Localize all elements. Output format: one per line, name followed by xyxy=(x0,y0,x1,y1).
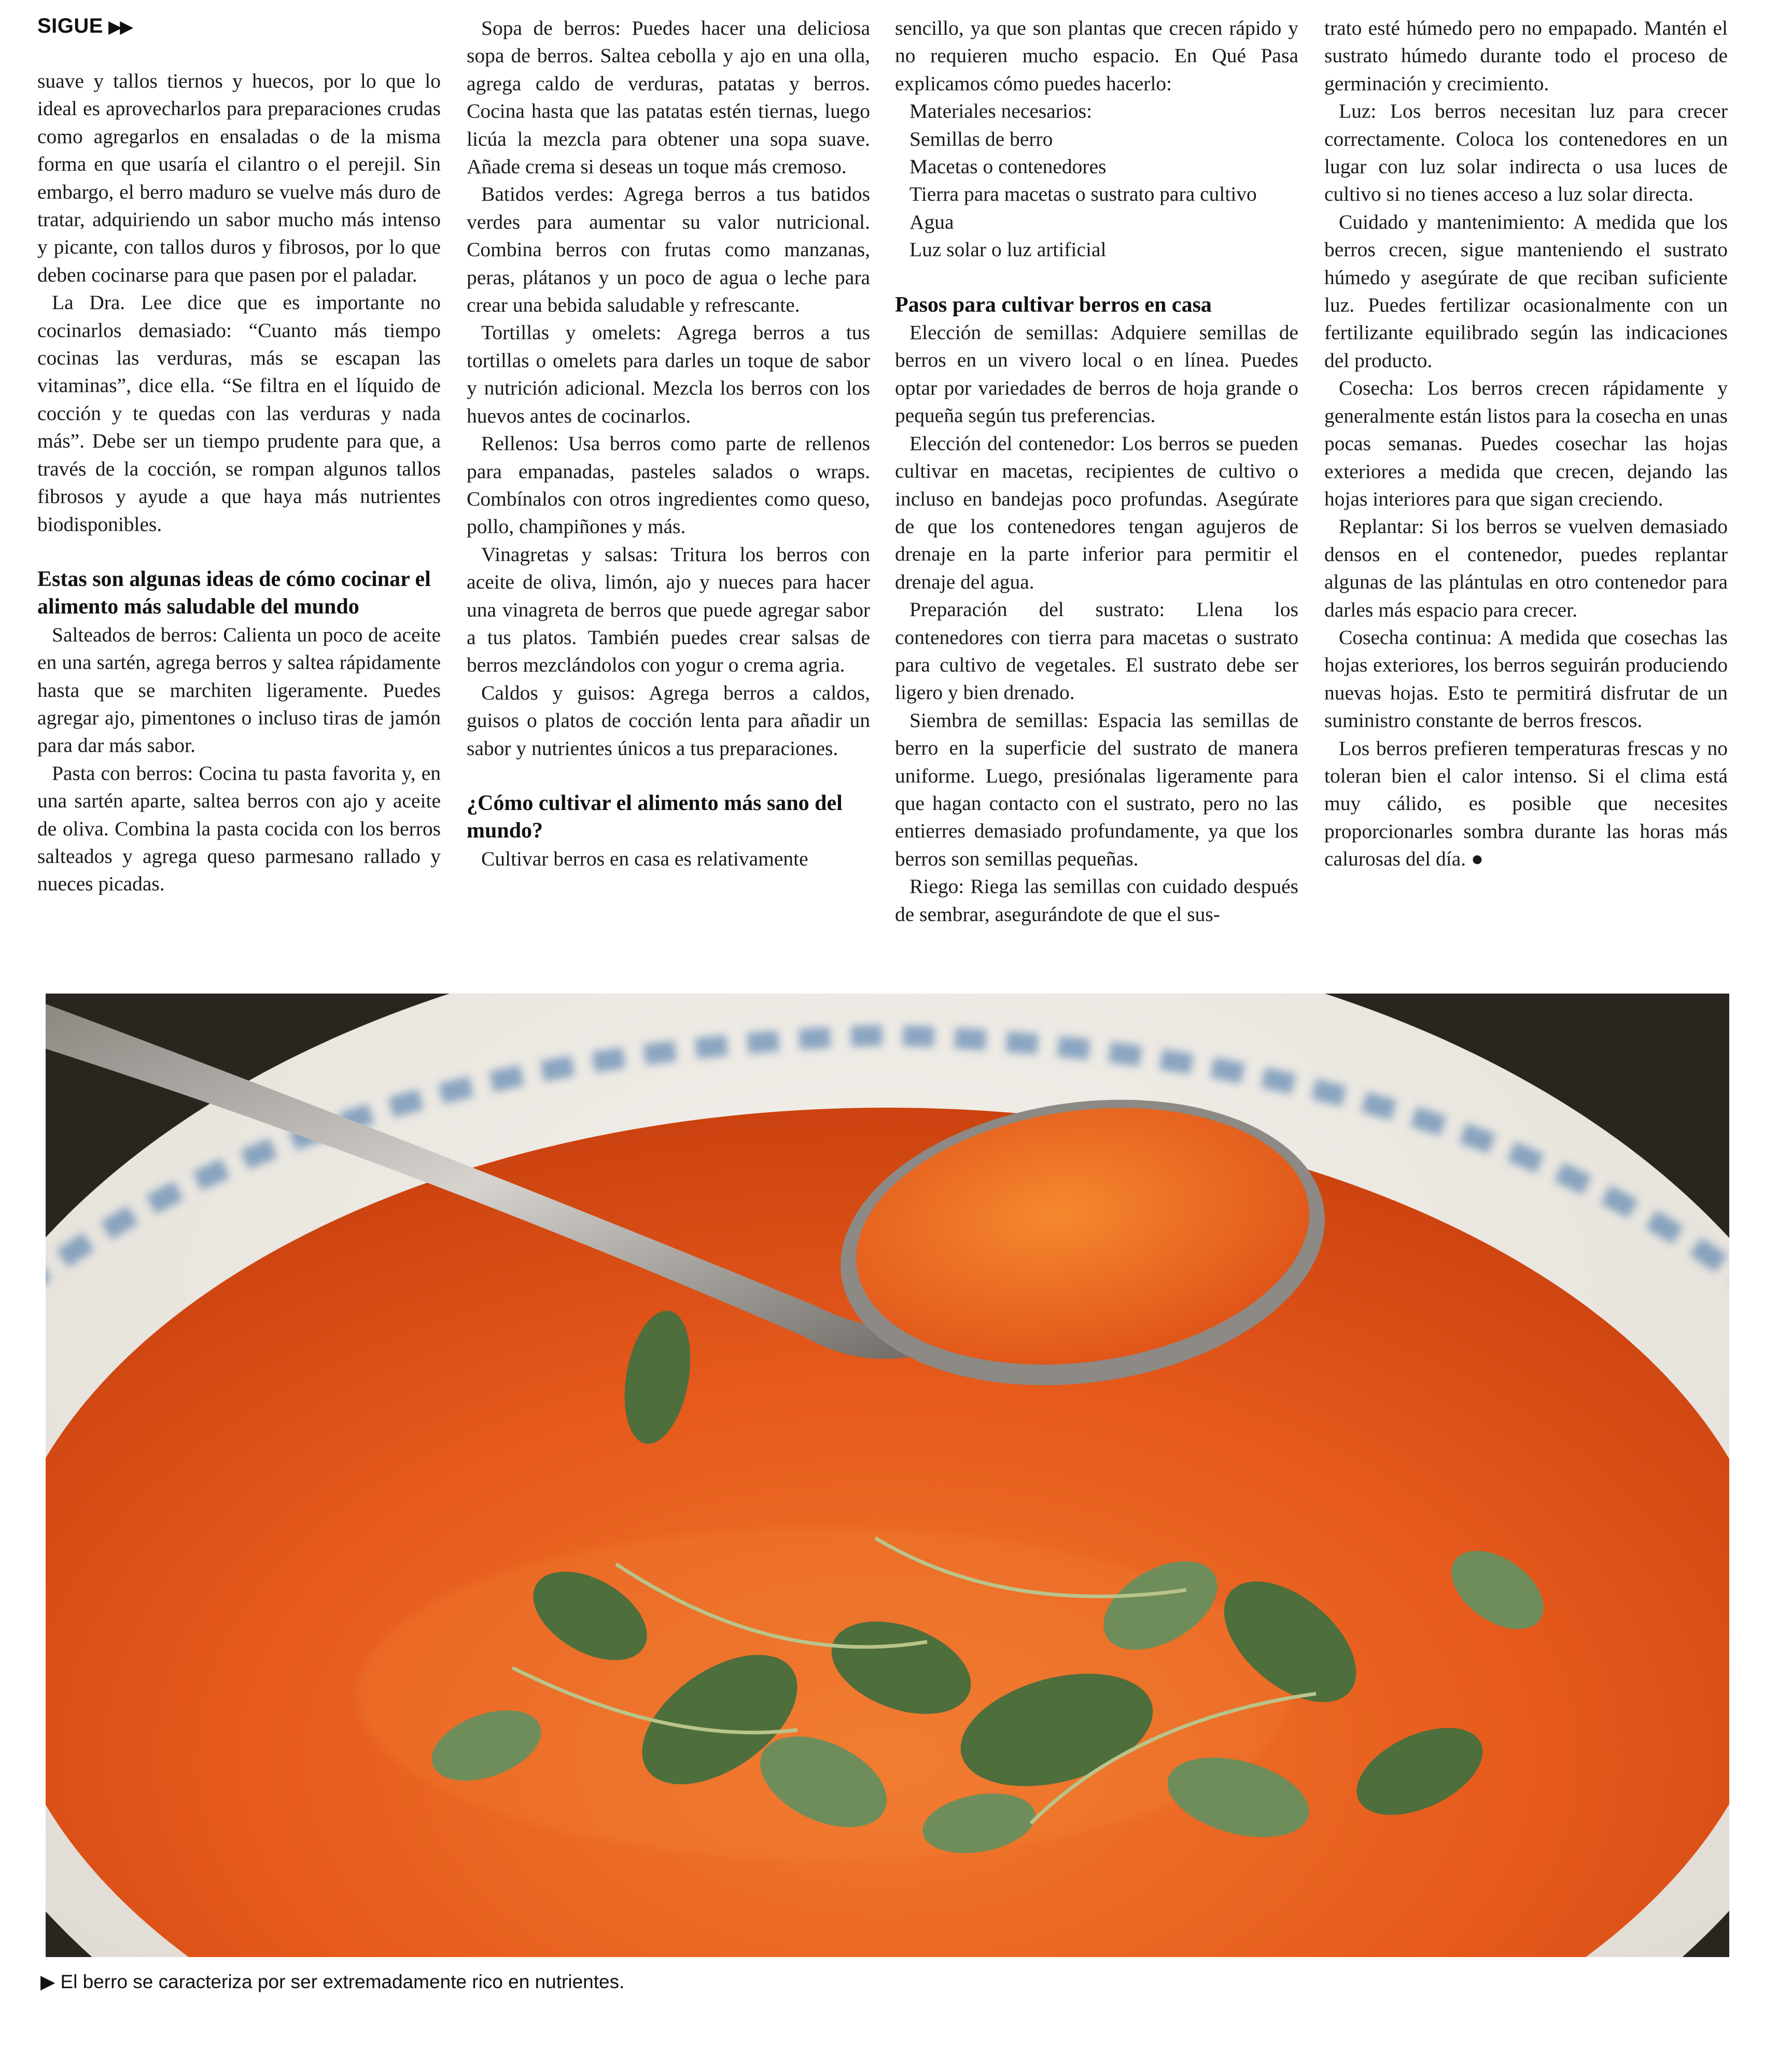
end-mark-icon: ● xyxy=(1471,847,1483,871)
paragraph: Salteados de berros: Calienta un poco de aceite en una sartén, agrega berros y saltea rápidamente hasta que se marchiten ligeramente. Puedes agregar ajo, pimentones o incluso tiras de jamón para dar más sabor. xyxy=(37,623,441,757)
paragraph: Luz: Los berros necesitan luz para crecer correctamente. Coloca los contenedores en un lugar con luz solar indirecta o usa luces de cultivo si no tienes acceso a luz solar directa. xyxy=(1324,100,1728,206)
paragraph: Rellenos: Usa berros como parte de rellenos para empanadas, pasteles salados o wraps. Combínalos con otros ingredientes como queso, pollo, champiñones y más. xyxy=(467,432,870,538)
paragraph: trato esté húmedo pero no empapado. Mantén el sustrato húmedo durante todo el proceso de germinación y crecimiento. xyxy=(1324,17,1728,95)
list-item: Tierra para macetas o sustrato para cultivo xyxy=(909,183,1257,206)
paragraph: Caldos y guisos: Agrega berros a caldos, guisos o platos de cocción lenta para añadir un sabor y nutrientes únicos a tus preparaciones. xyxy=(467,681,870,760)
article-photo xyxy=(46,994,1729,1957)
article-column-3 xyxy=(895,15,1298,963)
paragraph: Preparación del sustrato: Llena los contenedores con tierra para macetas o sustrato para cultivo de vegetales. El sustrato debe ser ligero y bien drenado. xyxy=(895,598,1298,704)
list-item: Macetas o contenedores xyxy=(909,155,1107,178)
paragraph: La Dra. Lee dice que es importante no cocinarlos demasiado: “Cuanto más tiempo cocinas las verduras, más se escapan las vitaminas”, dice ella. “Se filtra en el líquido de cocción y te quedas con las verduras y nada más”. Debe ser un tiempo prudente para que, a través de la cocción, se rompan algunos tallos fibrosos y ayude a que haya más nutrientes biodisponibles. xyxy=(37,291,441,536)
paragraph: Tortillas y omelets: Agrega berros a tus tortillas o omelets para darles un toque de sabor y nutrición adicional. Mezcla los berros con los huevos antes de cocinarlos. xyxy=(467,321,870,427)
paragraph: Cuidado y mantenimiento: A medida que los berros crecen, sigue manteniendo el sustrato húmedo y asegúrate de que reciban suficiente luz. Puedes fertilizar ocasionalmente con un fertilizante equilibrado según las indicaciones del producto. xyxy=(1324,210,1728,372)
section-label xyxy=(37,15,131,38)
list-item: Materiales necesarios: xyxy=(909,100,1093,123)
article-column-2 xyxy=(467,15,870,963)
paragraph: Cosecha continua: A medida que cosechas las hojas exteriores, los berros seguirán produciendo nuevas hojas. Esto te permitirá disfrutar de un suministro constante de berros frescos. xyxy=(1324,625,1728,732)
subheading: ¿Cómo cultivar el alimento más sano del mundo? xyxy=(467,791,843,843)
section-label-text: SIGUE xyxy=(37,15,103,37)
paragraph: Replantar: Si los berros se vuelven demasiado densos en el contenedor, puedes replantar algunas de las plántulas en otro contenedor para darles más espacio para crecer. xyxy=(1324,515,1728,621)
paragraph: suave y tallos tiernos y huecos, por lo que lo ideal es aprovecharlos para preparaciones crudas como agregarlos en ensaladas o de la misma forma en que usaría el cilantro o el perejil. Sin embargo, el berro maduro se vuelve más duro de tratar, adquiriendo un sabor mucho más intenso y picante, con tallos duros y fibrosos, por lo que deben cocinarse para que pasen por el paladar. xyxy=(37,69,441,286)
paragraph: sencillo, ya que son plantas que crecen rápido y no requieren mucho espacio. En Qué Pasa explicamos cómo puedes hacerlo: xyxy=(895,17,1298,95)
article-column-1 xyxy=(37,67,441,965)
article-column-4 xyxy=(1324,15,1728,963)
paragraph xyxy=(1324,735,1728,873)
list-item: Agua xyxy=(909,210,954,233)
paragraph: Vinagretas y salsas: Tritura los berros con aceite de oliva, limón, ajo y nueces para hacer una vinagreta de berros que puede agregar sabor a tus platos. También puedes crear salsas de berros mezclándolos con yogur o crema agria. xyxy=(467,542,870,677)
list-item: Semillas de berro xyxy=(909,127,1053,150)
paragraph: Cultivar berros en casa es relativamente xyxy=(481,847,808,870)
double-arrow-icon: ▶▶ xyxy=(108,17,132,37)
caption-text: El berro se caracteriza por ser extremadamente rico en nutrientes. xyxy=(60,1971,625,1992)
subheading: Pasos para cultivar berros en casa xyxy=(895,292,1212,317)
paragraph: Elección del contenedor: Los berros se pueden cultivar en macetas, recipientes de cultivo o incluso en bandejas poco profundas. Asegúrate de que los contenedores tengan agujeros de drenaje en la parte inferior para permitir el drenaje del agua. xyxy=(895,431,1298,593)
paragraph: Siembra de semillas: Espacia las semillas de berro en la superficie del sustrato de manera uniforme. Luego, presiónalas ligeramente para que hagan contacto con el sustrato, pero no las entierres demasiado profundamente, ya que los berros son semillas pequeñas. xyxy=(895,708,1298,870)
paragraph: Riego: Riega las semillas con cuidado después de sembrar, asegurándote de que el sus- xyxy=(895,875,1298,926)
subheading: Estas son algunas ideas de cómo cocinar el alimento más saludable del mundo xyxy=(37,567,431,619)
paragraph: Sopa de berros: Puedes hacer una deliciosa sopa de berros. Saltea cebolla y ajo en una olla, agrega caldo de verduras, patatas y berros. Cocina hasta que las patatas estén tiernas, luego licúa la mezcla para obtener una sopa suave. Añade crema si deseas un toque más cremoso. xyxy=(467,17,870,178)
paragraph: Batidos verdes: Agrega berros a tus batidos verdes para aumentar su valor nutricional. Combina berros con frutas como manzanas, peras, plátanos y un poco de agua o leche para crear una bebida saludable y refrescante. xyxy=(467,183,870,317)
paragraph: Elección de semillas: Adquiere semillas de berros en un vivero local o en línea. Puedes optar por variedades de berros de hoja grande o pequeña según tus preferencias. xyxy=(895,321,1298,427)
list-item: Luz solar o luz artificial xyxy=(909,238,1107,261)
photo-caption xyxy=(40,1971,624,1993)
caption-marker-icon: ▶ xyxy=(40,1971,55,1992)
paragraph: Pasta con berros: Cocina tu pasta favorita y, en una sartén aparte, saltea berros con ajo y aceite de oliva. Combina la pasta cocida con los berros salteados y agrega queso parmesano rallado y nueces picadas. xyxy=(37,761,441,896)
paragraph-text: Los berros prefieren temperaturas frescas y no toleran bien el calor intenso. Si el clima está muy cálido, es posible que necesites proporcionarles sombra durante las horas más calurosas del día. xyxy=(1324,736,1728,871)
soup-photo-illustration xyxy=(46,994,1729,1957)
paragraph: Cosecha: Los berros crecen rápidamente y generalmente están listos para la cosecha en unas pocas semanas. Puedes cosechar las hojas exteriores a medida que crecen, dejando las hojas interiores para que sigan creciendo. xyxy=(1324,376,1728,510)
